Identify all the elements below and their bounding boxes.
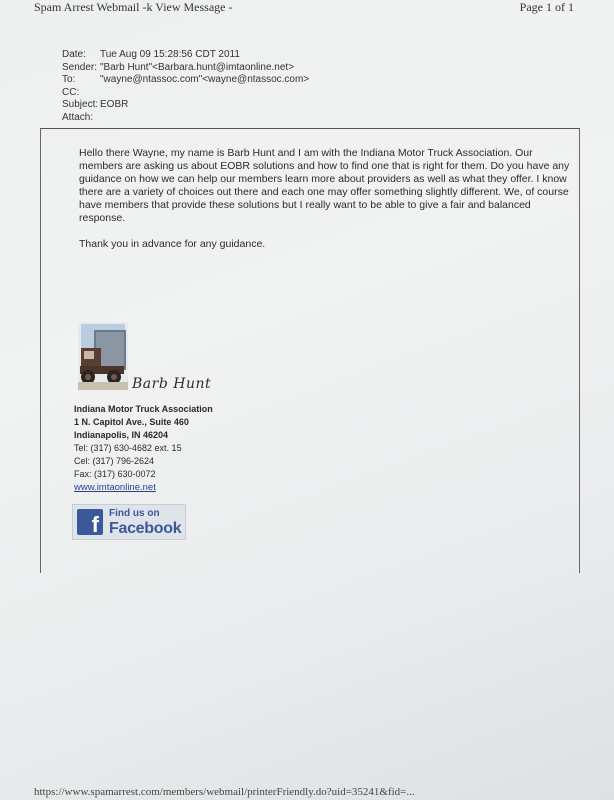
- header-row-attach: [62, 112, 309, 125]
- truck-logo-icon: [78, 322, 128, 390]
- website-link[interactable]: www.imtaonline.net: [74, 482, 156, 493]
- signature-cel: Cel: (317) 796-2624: [74, 456, 155, 466]
- print-header: [34, 0, 574, 16]
- print-header-title: Spam Arrest Webmail -k View Message -: [34, 0, 233, 14]
- email-headers: [62, 49, 309, 124]
- header-label: Attach:: [62, 111, 94, 123]
- header-value: "wayne@ntassoc.com"<wayne@ntassoc.com>: [100, 74, 310, 85]
- signature-address-2: Indianapolis, IN 46204: [74, 430, 169, 440]
- signature-fax: Fax: (317) 630-0072: [74, 469, 156, 479]
- facebook-find-us: Find us on: [109, 508, 160, 519]
- header-row-to: [62, 74, 309, 87]
- signature-script: Barb Hunt: [132, 376, 212, 392]
- facebook-wordmark: Facebook: [109, 520, 182, 537]
- signature-tel: Tel: (317) 630-4682 ext. 15: [74, 443, 182, 453]
- signature-block: [74, 403, 213, 494]
- signature-org: Indiana Motor Truck Association: [74, 404, 213, 414]
- page-number: Page 1 of 1: [519, 0, 574, 14]
- header-row-cc: [62, 87, 309, 100]
- message-body: [79, 147, 575, 264]
- facebook-icon: [77, 509, 103, 535]
- header-label: Sender:: [62, 61, 98, 73]
- body-paragraph: Hello there Wayne, my name is Barb Hunt and I am with the Indiana Motor Truck Association. Our members are asking us about EOBR solutions and how to find one that is right for them. Do you have any guidance on how we can help our members learn more about providers as well as what they offer. I know there are a variety of choices out there and each one may offer something slightly different. We, of course have members that provide these solutions but I really want to be able to give a fair and balanced response.: [79, 147, 570, 224]
- facebook-text: [109, 507, 181, 537]
- header-row-date: [62, 49, 309, 62]
- body-paragraph: Thank you in advance for any guidance.: [79, 238, 266, 250]
- header-row-sender: [62, 62, 309, 75]
- header-value: "Barb Hunt"<Barbara.hunt@imtaonline.net>: [100, 61, 295, 73]
- header-label: Date:: [62, 49, 86, 60]
- facebook-glyph: f: [91, 512, 99, 537]
- header-row-subject: [62, 99, 309, 112]
- header-label: To:: [62, 74, 76, 85]
- facebook-badge[interactable]: [72, 504, 186, 540]
- header-label: CC:: [62, 86, 80, 98]
- header-label: Subject:: [62, 99, 99, 110]
- header-value: Tue Aug 09 15:28:56 CDT 2011: [100, 49, 240, 60]
- header-value: EOBR: [100, 99, 129, 110]
- print-footer-url: https://www.spamarrest.com/members/webmail/printerFriendly.do?uid=35241&fid=...: [34, 786, 415, 798]
- signature-address-1: 1 N. Capitol Ave., Suite 460: [74, 417, 189, 427]
